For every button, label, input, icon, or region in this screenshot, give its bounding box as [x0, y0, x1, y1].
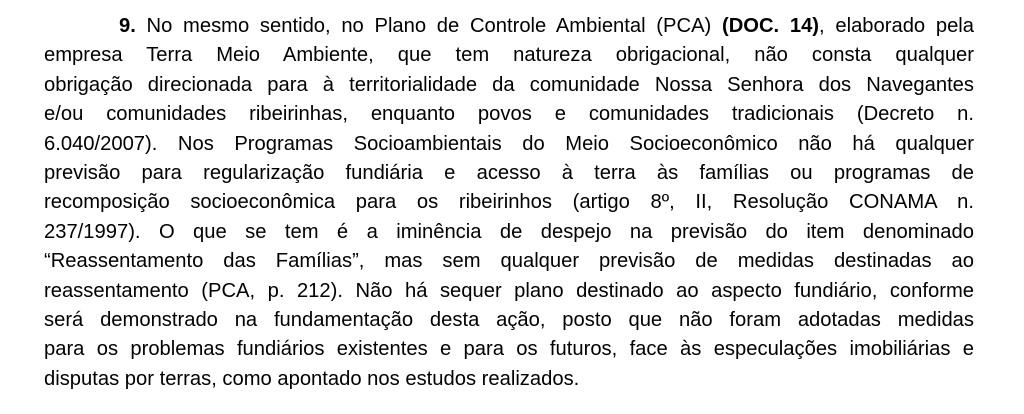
- paragraph-line-1: [44, 12, 974, 41]
- paragraph-line-1-text: No mesmo sentido, no Plano de Controle Ambiental (PCA): [146, 15, 712, 37]
- paragraph-9: [44, 12, 974, 394]
- paragraph-line-1-end: , elaborado pela: [819, 15, 975, 37]
- paragraph-line-last: disputas por terras, como apontado nos estudos realizados.: [44, 367, 580, 390]
- paragraph-number: 9.: [119, 15, 136, 37]
- paragraph-line: previsão para regularização fundiária e acesso à terra às famílias ou programas de: [44, 161, 974, 184]
- document-reference: (DOC. 14): [721, 15, 820, 37]
- paragraph-line: empresa Terra Meio Ambiente, que tem natureza obrigacional, não consta qualquer: [44, 44, 974, 67]
- paragraph-line: 6.040/2007). Nos Programas Socioambientais do Meio Socioeconômico não há qualquer: [44, 132, 974, 155]
- paragraph-line: e/ou comunidades ribeirinhas, enquanto povos e comunidades tradicionais (Decreto n.: [44, 103, 974, 126]
- paragraph-line: recomposição socioeconômica para os ribeirinhos (artigo 8º, II, Resolução CONAMA n.: [44, 191, 974, 214]
- paragraph-line: “Reassentamento das Famílias”, mas sem qualquer previsão de medidas destinadas ao: [44, 250, 974, 273]
- paragraph-line: obrigação direcionada para à territorialidade da comunidade Nossa Senhora dos Navegantes: [44, 73, 974, 96]
- paragraph-line: será demonstrado na fundamentação desta ação, posto que não foram adotadas medidas: [44, 308, 974, 331]
- paragraph-line: 237/1997). O que se tem é a iminência de despejo na previsão do item denominado: [44, 220, 974, 243]
- paragraph-line: para os problemas fundiários existentes e para os futuros, face às especulações imobiliárias e: [44, 338, 974, 361]
- paragraph-line: reassentamento (PCA, p. 212). Não há sequer plano destinado ao aspecto fundiário, conforme: [44, 279, 974, 302]
